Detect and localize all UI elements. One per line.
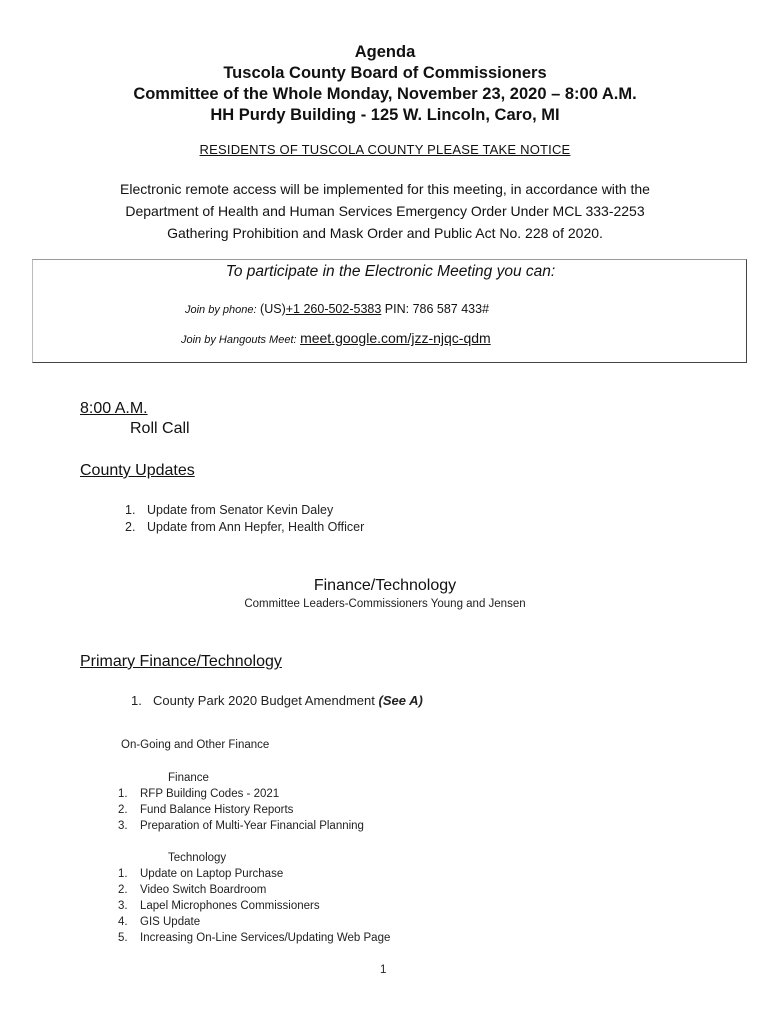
finance-subheading: Finance bbox=[168, 772, 209, 784]
hangouts-meet-link[interactable]: meet.google.com/jzz-njqc-qdm bbox=[300, 330, 491, 346]
board-name: Tuscola County Board of Commissioners bbox=[223, 64, 547, 82]
phone-number-link[interactable]: +1 260-502-5383 bbox=[285, 302, 382, 316]
tech-item-5: 5. Increasing On-Line Services/Updating Web Page bbox=[118, 932, 391, 944]
committee-leaders: Committee Leaders-Commissioners Young and Jensen bbox=[244, 598, 526, 610]
tech-item-2: 2. Video Switch Boardroom bbox=[118, 884, 267, 896]
finance-item-2: 2. Fund Balance History Reports bbox=[118, 804, 294, 816]
phone-pin: PIN: 786 587 433# bbox=[381, 302, 490, 316]
participation-box bbox=[32, 259, 747, 363]
remote-access-paragraph bbox=[0, 178, 770, 244]
county-update-item-1: 1. Update from Senator Kevin Daley bbox=[125, 503, 334, 517]
join-by-hangouts bbox=[181, 330, 491, 346]
join-by-phone bbox=[185, 302, 489, 316]
participation-title: To participate in the Electronic Meeting you can: bbox=[225, 263, 556, 280]
page-number: 1 bbox=[380, 964, 387, 976]
primary-item-1: 1. County Park 2020 Budget Amendment (See A) bbox=[131, 693, 423, 708]
hangouts-label: Join by Hangouts Meet: bbox=[181, 334, 297, 346]
see-a-reference: (See A) bbox=[378, 693, 423, 708]
ongoing-finance-heading: On-Going and Other Finance bbox=[121, 739, 270, 751]
finance-item-1: 1. RFP Building Codes - 2021 bbox=[118, 788, 280, 800]
roll-call-time: 8:00 A.M. bbox=[80, 400, 148, 417]
tech-item-1: 1. Update on Laptop Purchase bbox=[118, 868, 284, 880]
finance-technology-heading: Finance/Technology bbox=[313, 577, 457, 594]
meeting-date: Committee of the Whole Monday, November 23, 2020 – 8:00 A.M. bbox=[133, 85, 637, 103]
county-update-item-2: 2. Update from Ann Hepfer, Health Officer bbox=[125, 520, 365, 534]
residents-notice: RESIDENTS OF TUSCOLA COUNTY PLEASE TAKE NOTICE bbox=[199, 142, 571, 157]
remote-access-line-2: Department of Health and Human Services Emergency Order Under MCL 333-2253 bbox=[125, 203, 645, 219]
technology-subheading: Technology bbox=[168, 852, 227, 864]
roll-call-label: Roll Call bbox=[130, 420, 190, 437]
meeting-location: HH Purdy Building - 125 W. Lincoln, Caro, MI bbox=[210, 106, 560, 124]
tech-item-4: 4. GIS Update bbox=[118, 916, 201, 928]
phone-label: Join by phone: bbox=[185, 304, 257, 316]
agenda-heading: Agenda bbox=[354, 43, 416, 61]
county-updates-heading: County Updates bbox=[80, 462, 195, 479]
remote-access-line-3: Gathering Prohibition and Mask Order and Public Act No. 228 of 2020. bbox=[167, 225, 603, 241]
finance-item-3: 3. Preparation of Multi-Year Financial Planning bbox=[118, 820, 364, 832]
remote-access-line-1: Electronic remote access will be implemented for this meeting, in accordance with the bbox=[120, 181, 650, 197]
phone-prefix: (US) bbox=[256, 302, 286, 316]
tech-item-3: 3. Lapel Microphones Commissioners bbox=[118, 900, 320, 912]
primary-finance-heading: Primary Finance/Technology bbox=[80, 653, 282, 670]
